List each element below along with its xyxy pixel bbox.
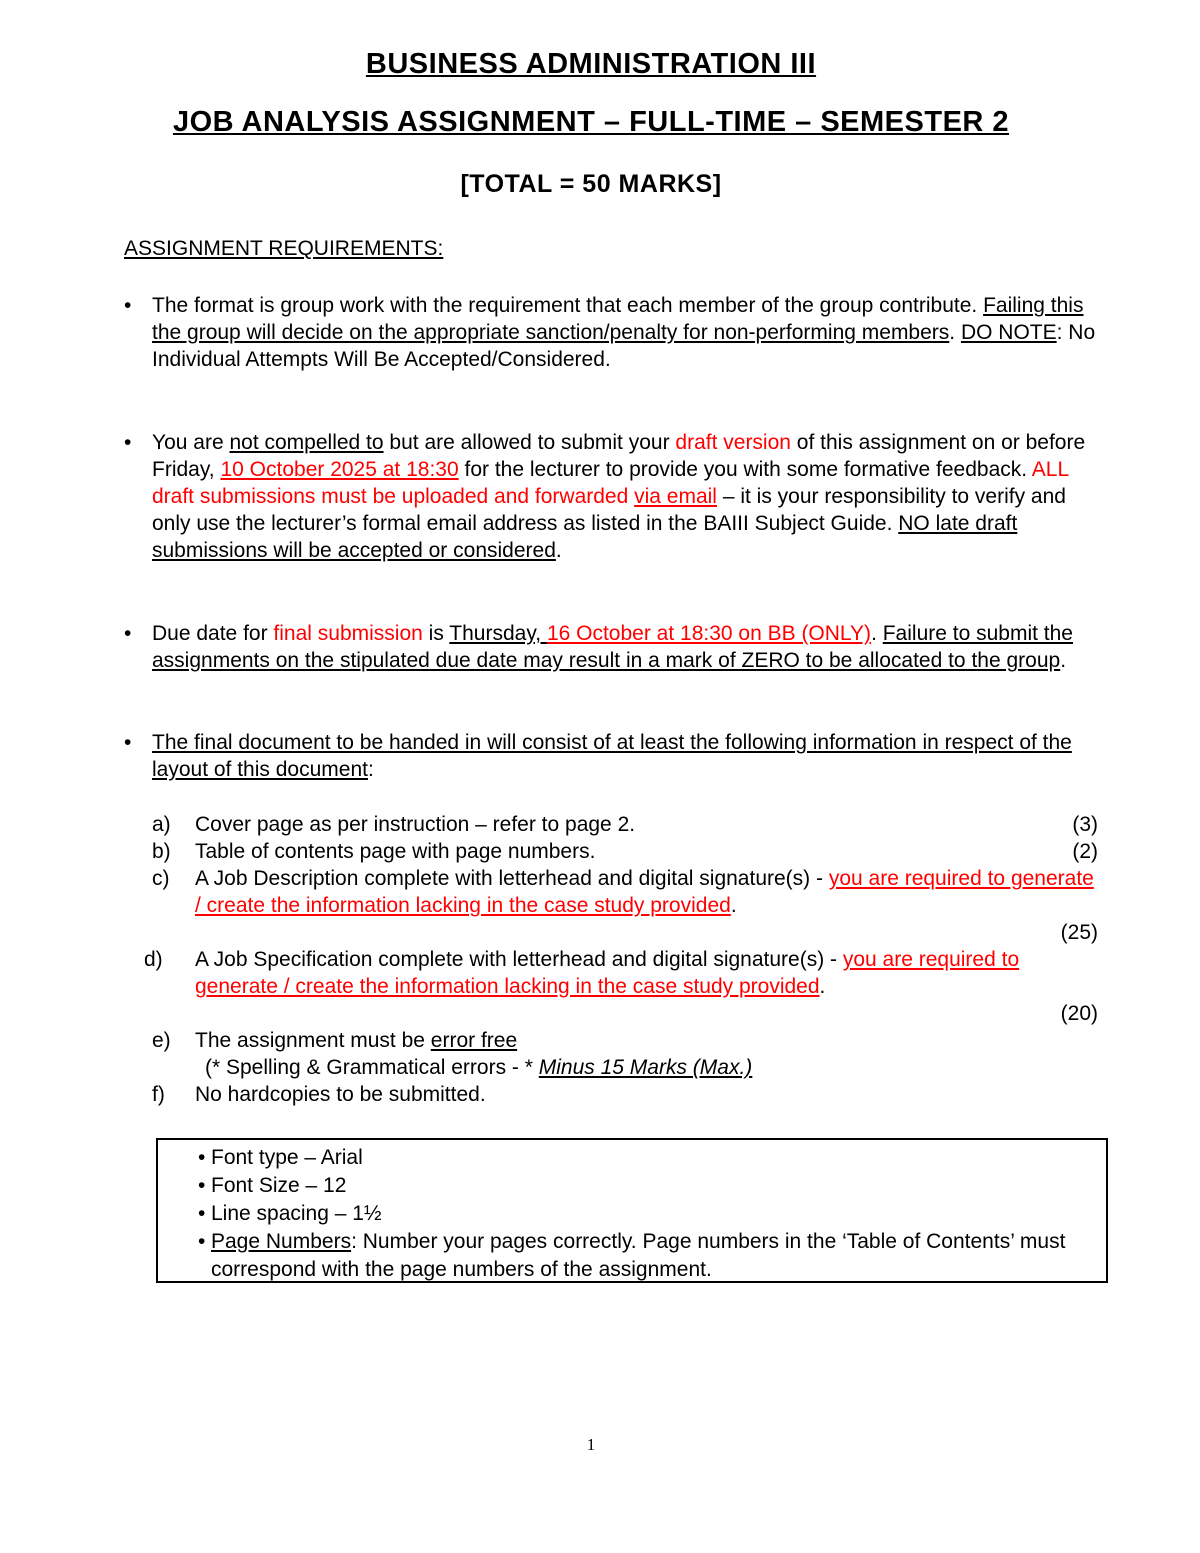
- document-subtitle: JOB ANALYSIS ASSIGNMENT – FULL-TIME – SEMESTER 2: [172, 106, 1010, 138]
- document-title: BUSINESS ADMINISTRATION III: [365, 48, 817, 80]
- bullet-icon: •: [198, 1230, 206, 1253]
- list-item-error-free: e) The assignment must be error free (* Spelling & Grammatical errors - * Minus 15 Marks (Max.): [152, 1029, 753, 1079]
- bullet-icon: •: [198, 1146, 206, 1169]
- list-item-cover-page: a) Cover page as per instruction – refer to page 2. (3): [152, 813, 1098, 836]
- marks-label: (2): [1072, 840, 1098, 863]
- format-item-font-size: • Font Size – 12: [198, 1172, 1106, 1200]
- format-item-font-type: • Font type – Arial: [198, 1144, 1106, 1172]
- bullet-icon: •: [198, 1202, 206, 1225]
- requirement-item-due-date: • Due date for final submission is Thursday, 16 October at 18:30 on BB (ONLY). Failure to submit the assignments on the stipulated due date may result in a mark of ZERO to be allocated to the group.: [124, 622, 1073, 672]
- list-item-job-specification: d) A Job Specification complete with letterhead and digital signature(s) - you are required to generate / create the information lacking in the case study provided. (20): [144, 948, 1098, 1025]
- list-item-table-of-contents: b) Table of contents page with page numbers. (2): [152, 840, 1098, 863]
- requirements-heading: ASSIGNMENT REQUIREMENTS:: [124, 237, 444, 260]
- requirement-item-group-work: • The format is group work with the requirement that each member of the group contribute. Failing this the group will decide on the appropriate sanction/penalty for non-performing members. DO NOTE: No Individual Attempts Will Be Accepted/Considered.: [124, 294, 1096, 371]
- total-marks: [TOTAL = 50 MARKS]: [460, 170, 722, 198]
- format-item-line-spacing: • Line spacing – 1½: [198, 1200, 1106, 1228]
- bullet-icon: •: [124, 431, 132, 454]
- marks-label: (20): [1060, 1002, 1098, 1025]
- requirement-item-draft: • You are not compelled to but are allowed to submit your draft version of this assignment on or before Friday, 10 October 2025 at 18:30 for the lecturer to provide you with some formative feedback. ALL draft submissions must be uploaded and forwarded via email – it is your responsibility to verify and only use the lecturer’s formal email address as listed in the BAIII Subject Guide. NO late draft submissions will be accepted or considered.: [124, 431, 1086, 562]
- bullet-icon: •: [198, 1174, 206, 1197]
- bullet-icon: •: [124, 294, 132, 317]
- list-item-job-description: c) A Job Description complete with letterhead and digital signature(s) - you are required to generate / create the information lacking in the case study provided. (25): [152, 867, 1098, 944]
- marks-label: (3): [1072, 813, 1098, 836]
- document-layout-list: [140, 811, 1098, 1108]
- requirement-item-final-document: • The final document to be handed in will consist of at least the following information in respect of the layout of this document:: [124, 731, 1072, 781]
- formatting-requirements-box: [156, 1138, 1108, 1283]
- bullet-icon: •: [124, 731, 132, 754]
- marks-label: (25): [1060, 921, 1098, 944]
- list-item-no-hardcopies: f) No hardcopies to be submitted.: [152, 1083, 486, 1106]
- format-item-page-numbers: • Page Numbers: Number your pages correctly. Page numbers in the ‘Table of Contents’ must correspond with the page numbers of the assignment.: [198, 1230, 1066, 1281]
- bullet-icon: •: [124, 622, 132, 645]
- page-number: 1: [586, 1435, 596, 1454]
